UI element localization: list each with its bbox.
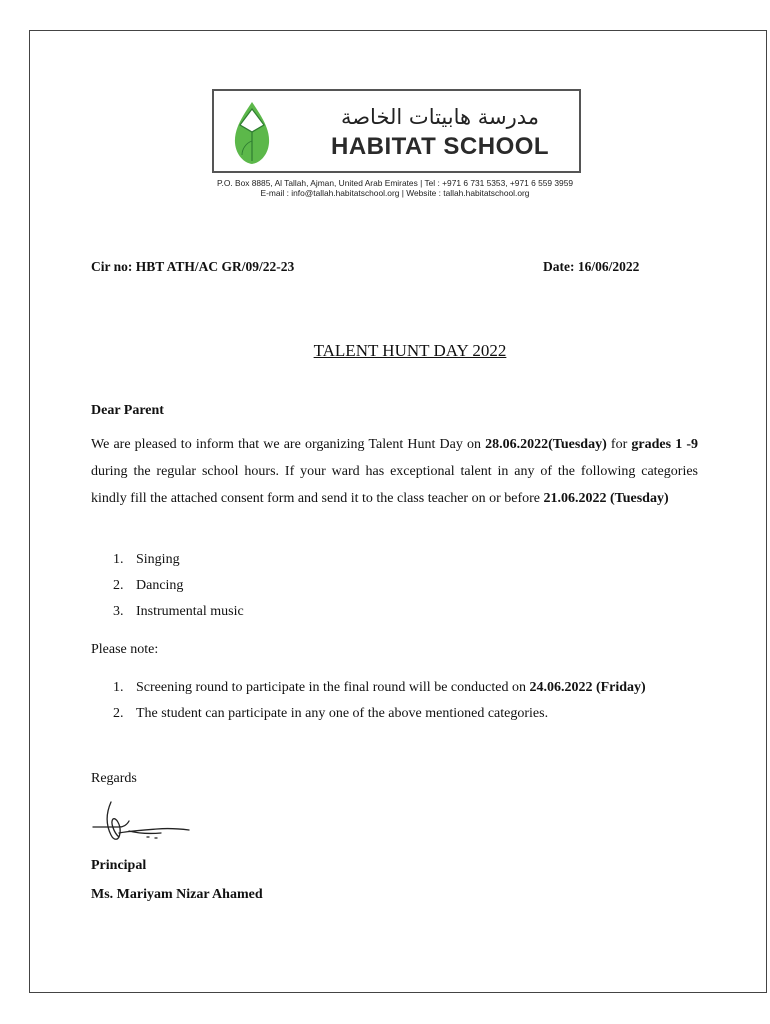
body-text: for xyxy=(606,437,632,452)
list-item xyxy=(113,705,646,731)
note-text: Screening round to participate in the final round will be conducted on xyxy=(136,680,530,695)
page-title: TALENT HUNT DAY 2022 xyxy=(313,341,507,360)
list-item xyxy=(113,551,244,577)
event-date: 28.06.2022(Tuesday) xyxy=(485,437,607,452)
body-text: We are pleased to inform that we are organizing Talent Hunt Day on xyxy=(91,437,486,452)
list-number: 2. xyxy=(113,578,124,593)
body-paragraph xyxy=(91,431,698,512)
screening-date: 24.06.2022 (Friday) xyxy=(529,680,646,695)
note-heading: Please note: xyxy=(91,642,159,657)
school-logo xyxy=(212,89,581,173)
list-number: 2. xyxy=(113,706,124,721)
leaf-logo-icon xyxy=(232,101,272,165)
signature-image xyxy=(89,797,194,847)
list-item xyxy=(113,603,244,629)
circular-date: Date: 16/06/2022 xyxy=(543,259,640,274)
circular-number: Cir no: HBT ATH/AC GR/09/22-23 xyxy=(91,259,295,274)
list-number: 1. xyxy=(113,680,124,695)
logo-english-text: HABITAT SCHOOL xyxy=(331,133,550,160)
signatory-name: Ms. Mariyam Nizar Ahamed xyxy=(91,887,263,902)
deadline-date: 21.06.2022 (Tuesday) xyxy=(543,491,669,506)
category-dancing: Dancing xyxy=(136,578,184,593)
grades: grades 1 -9 xyxy=(631,437,699,452)
category-singing: Singing xyxy=(136,552,180,567)
contact-address: P.O. Box 8885, Al Tallah, Ajman, United Arab Emirates | Tel : +971 6 731 5353, +971 6 559 3959 xyxy=(216,178,574,188)
note-text: The student can participate in any one of the above mentioned categories. xyxy=(136,706,549,721)
closing: Regards xyxy=(91,771,137,786)
signatory-role: Principal xyxy=(91,858,147,873)
list-number: 3. xyxy=(113,604,124,619)
list-item xyxy=(113,577,244,603)
list-item xyxy=(113,679,646,705)
notes-list xyxy=(113,679,646,731)
category-list xyxy=(113,551,244,629)
list-number: 1. xyxy=(113,552,124,567)
logo-arabic-text: مدرسة هابيتات الخاصة xyxy=(340,105,540,129)
contact-email-website: E-mail : info@tallah.habitatschool.org | Website : tallah.habitatschool.org xyxy=(260,188,530,198)
salutation: Dear Parent xyxy=(91,403,164,418)
body-text: during the regular school hours. If your ward has exceptional talent in any of the following categories kindly fill the attached consent form and send it to the class teacher on or before xyxy=(91,464,698,506)
category-instrumental: Instrumental music xyxy=(136,604,244,619)
